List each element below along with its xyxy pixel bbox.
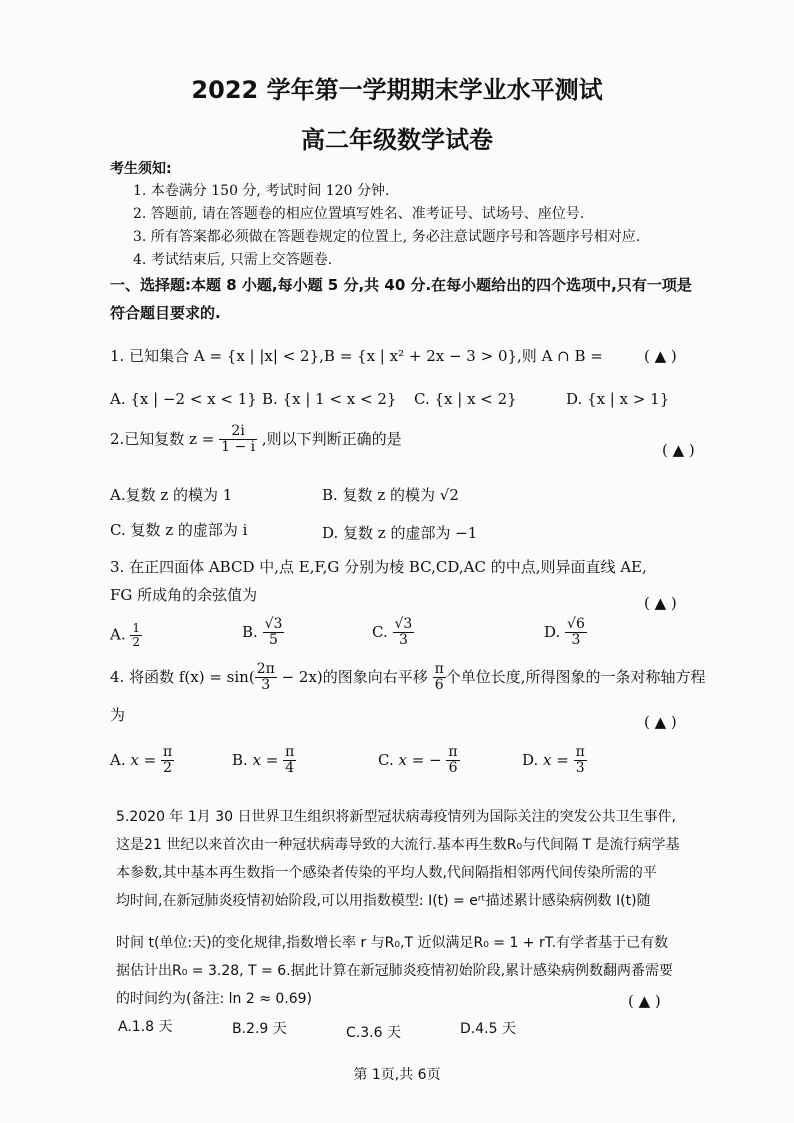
q3-option-a-den: 2 (132, 635, 141, 650)
page-footer: 第 1页,共 6页 (353, 1067, 441, 1083)
question-3-text-cont: FG 所成角的余弦值为 (110, 586, 258, 604)
q1-option-b: B. {x | 1 < x < 2} (262, 390, 397, 408)
question-5-line: 这是21 世纪以来首次由一种冠状病毒导致的大流行.基本再生数R₀与代间隔 T 是流行病学基 (116, 837, 680, 853)
q2-option-d: D. 复数 z 的虚部为 −1 (322, 524, 478, 542)
q3-option-b-fraction (263, 617, 285, 649)
q3-option-d-label: D. (544, 622, 561, 641)
answer-mark: ( ▲ ) (644, 347, 677, 365)
q4-inner-num: 2π (256, 661, 275, 677)
q2-suffix: ,则以下判断正确的是 (261, 429, 402, 448)
question-5-line: 的时间约为(备注: ln 2 ≈ 0.69) (116, 991, 313, 1007)
q4-option-a-fraction (161, 745, 174, 777)
q3-option-a-fraction (130, 622, 142, 649)
q4-option-a-label: A. (110, 750, 126, 769)
notice-item: 4. 考试结束后, 只需上交答题卷. (133, 252, 333, 268)
q4-option-d-fraction (574, 745, 587, 777)
answer-mark: ( ▲ ) (644, 594, 677, 612)
q3-option-b-label: B. (242, 622, 258, 641)
q3-option-b-num: √3 (264, 616, 283, 632)
q3-option-d-num: √6 (567, 616, 585, 632)
q5-option-c: C.3.6 天 (346, 1025, 401, 1041)
q4-option-c-pre: x = − (398, 750, 442, 769)
q5-option-b: B.2.9 天 (232, 1021, 287, 1037)
question-5-line: 本参数,其中基本再生数指一个感染者传染的平均人数,代间隔指相邻两代间传染所需的平 (116, 865, 657, 881)
q5-option-a: A.1.8 天 (118, 1019, 173, 1035)
q4-shift-fraction (433, 662, 446, 694)
q4-option-b (232, 745, 296, 777)
q3-option-a-label: A. (110, 625, 126, 644)
q3-option-c-num: √3 (394, 616, 413, 632)
q4-shift-num: π (434, 661, 444, 677)
q4-option-a-den: 2 (163, 760, 173, 777)
q2-numerator: 2i (219, 424, 257, 440)
q4-shift-den: 6 (434, 677, 444, 694)
question-5-line: 5.2020 年 1月 30 日世界卫生组织将新型冠状病毒疫情列为国际关注的突发公共卫生事件, (116, 809, 676, 825)
q4-prefix: 4. 将函数 f(x) = sin( (110, 667, 255, 686)
q2-prefix: 2.已知复数 z = (110, 429, 215, 448)
q4-option-d-den: 3 (575, 760, 585, 777)
q3-option-b (242, 617, 284, 649)
q1-option-d: D. {x | x > 1} (566, 390, 670, 408)
q4-option-d (522, 745, 587, 777)
question-4-text-cont: 为 (110, 706, 126, 724)
q4-inner-suffix: − 2x) (281, 667, 323, 686)
q4-option-a (110, 745, 174, 777)
notice-item: 3. 所有答案都必须做在答题卷规定的位置上, 务必注意试题序号和答题序号相对应. (133, 229, 641, 245)
q2-option-b: B. 复数 z 的模为 √2 (322, 486, 459, 504)
q3-option-c (372, 617, 414, 649)
question-1-text: 1. 已知集合 A = {x | |x| < 2},B = {x | x² + 2x − 3 > 0},则 A ∩ B = (110, 347, 603, 365)
q4-suffix: 个单位长度,所得图象的一条对称轴方程 (445, 667, 706, 686)
exam-title: 2022 学年第一学期期末学业水平测试 (191, 76, 603, 104)
exam-subtitle: 高二年级数学试卷 (301, 126, 493, 154)
q1-option-a: A. {x | −2 < x < 1} (110, 390, 257, 408)
question-3-text: 3. 在正四面体 ABCD 中,点 E,F,G 分别为棱 BC,CD,AC 的中点,则异面直线 AE, (110, 558, 647, 576)
q3-option-b-den: 5 (269, 632, 278, 649)
q2-option-a: A.复数 z 的模为 1 (110, 486, 233, 504)
answer-mark: ( ▲ ) (644, 713, 677, 731)
question-5-line: 时间 t(单位:天)的变化规律,指数增长率 r 与R₀,T 近似满足R₀ = 1 + rT.有学者基于已有数 (116, 935, 669, 951)
q4-inner-den: 3 (261, 677, 271, 694)
q4-option-a-pre: x = (130, 750, 157, 769)
q3-option-c-fraction (393, 617, 415, 649)
q4-option-b-label: B. (232, 750, 248, 769)
q2-option-c: C. 复数 z 的虚部为 i (110, 521, 248, 539)
q4-option-c-label: C. (378, 750, 394, 769)
section-heading: 一、选择题:本题 8 小题,每小题 5 分,共 40 分.在每小题给出的四个选项中,只有一项是 (110, 276, 692, 294)
q2-fraction (219, 424, 257, 456)
q2-denominator: 1 − i (221, 439, 256, 456)
section-heading-cont: 符合题目要求的. (110, 304, 221, 322)
q4-option-d-pre: x = (543, 750, 569, 769)
answer-mark: ( ▲ ) (662, 441, 695, 459)
question-4-text (110, 662, 706, 694)
notice-item: 1. 本卷满分 150 分, 考试时间 120 分钟. (133, 183, 390, 199)
q5-option-d: D.4.5 天 (460, 1021, 516, 1037)
q4-option-a-num: π (162, 744, 173, 760)
q3-option-c-label: C. (372, 622, 388, 641)
notice-heading: 考生须知: (110, 161, 172, 177)
q4-option-c (378, 745, 460, 777)
q3-option-d (544, 617, 587, 649)
q4-option-c-den: 6 (448, 760, 458, 777)
q3-option-c-den: 3 (398, 632, 408, 649)
q4-mid: 的图象向右平移 (322, 667, 428, 686)
q1-option-c: C. {x | x < 2} (414, 390, 517, 408)
q4-option-d-num: π (575, 744, 585, 760)
q4-option-b-fraction (283, 745, 296, 777)
question-5-line: 均时间,在新冠肺炎疫情初始阶段,可以用指数模型: I(t) = eʳᵗ描述累计感染病例数 I(t)随 (116, 893, 651, 909)
q4-option-b-num: π (285, 744, 295, 760)
q4-option-b-pre: x = (252, 750, 279, 769)
q4-option-b-den: 4 (285, 760, 295, 777)
q4-option-d-label: D. (522, 750, 539, 769)
question-5-line: 据估计出R₀ = 3.28, T = 6.据此计算在新冠肺炎疫情初始阶段,累计感染病例数翻两番需要 (116, 963, 674, 979)
question-2-text (110, 424, 402, 456)
answer-mark: ( ▲ ) (628, 992, 661, 1010)
q3-option-a-num: 1 (132, 621, 141, 635)
q4-option-c-num: π (448, 744, 458, 760)
q3-option-a (110, 622, 142, 649)
q3-option-d-den: 3 (571, 632, 581, 649)
q3-option-d-fraction (565, 617, 587, 649)
q4-inner-fraction (255, 662, 277, 694)
notice-item: 2. 答题前, 请在答题卷的相应位置填写姓名、准考证号、试场号、座位号. (133, 206, 585, 222)
q4-option-c-fraction (446, 745, 459, 777)
